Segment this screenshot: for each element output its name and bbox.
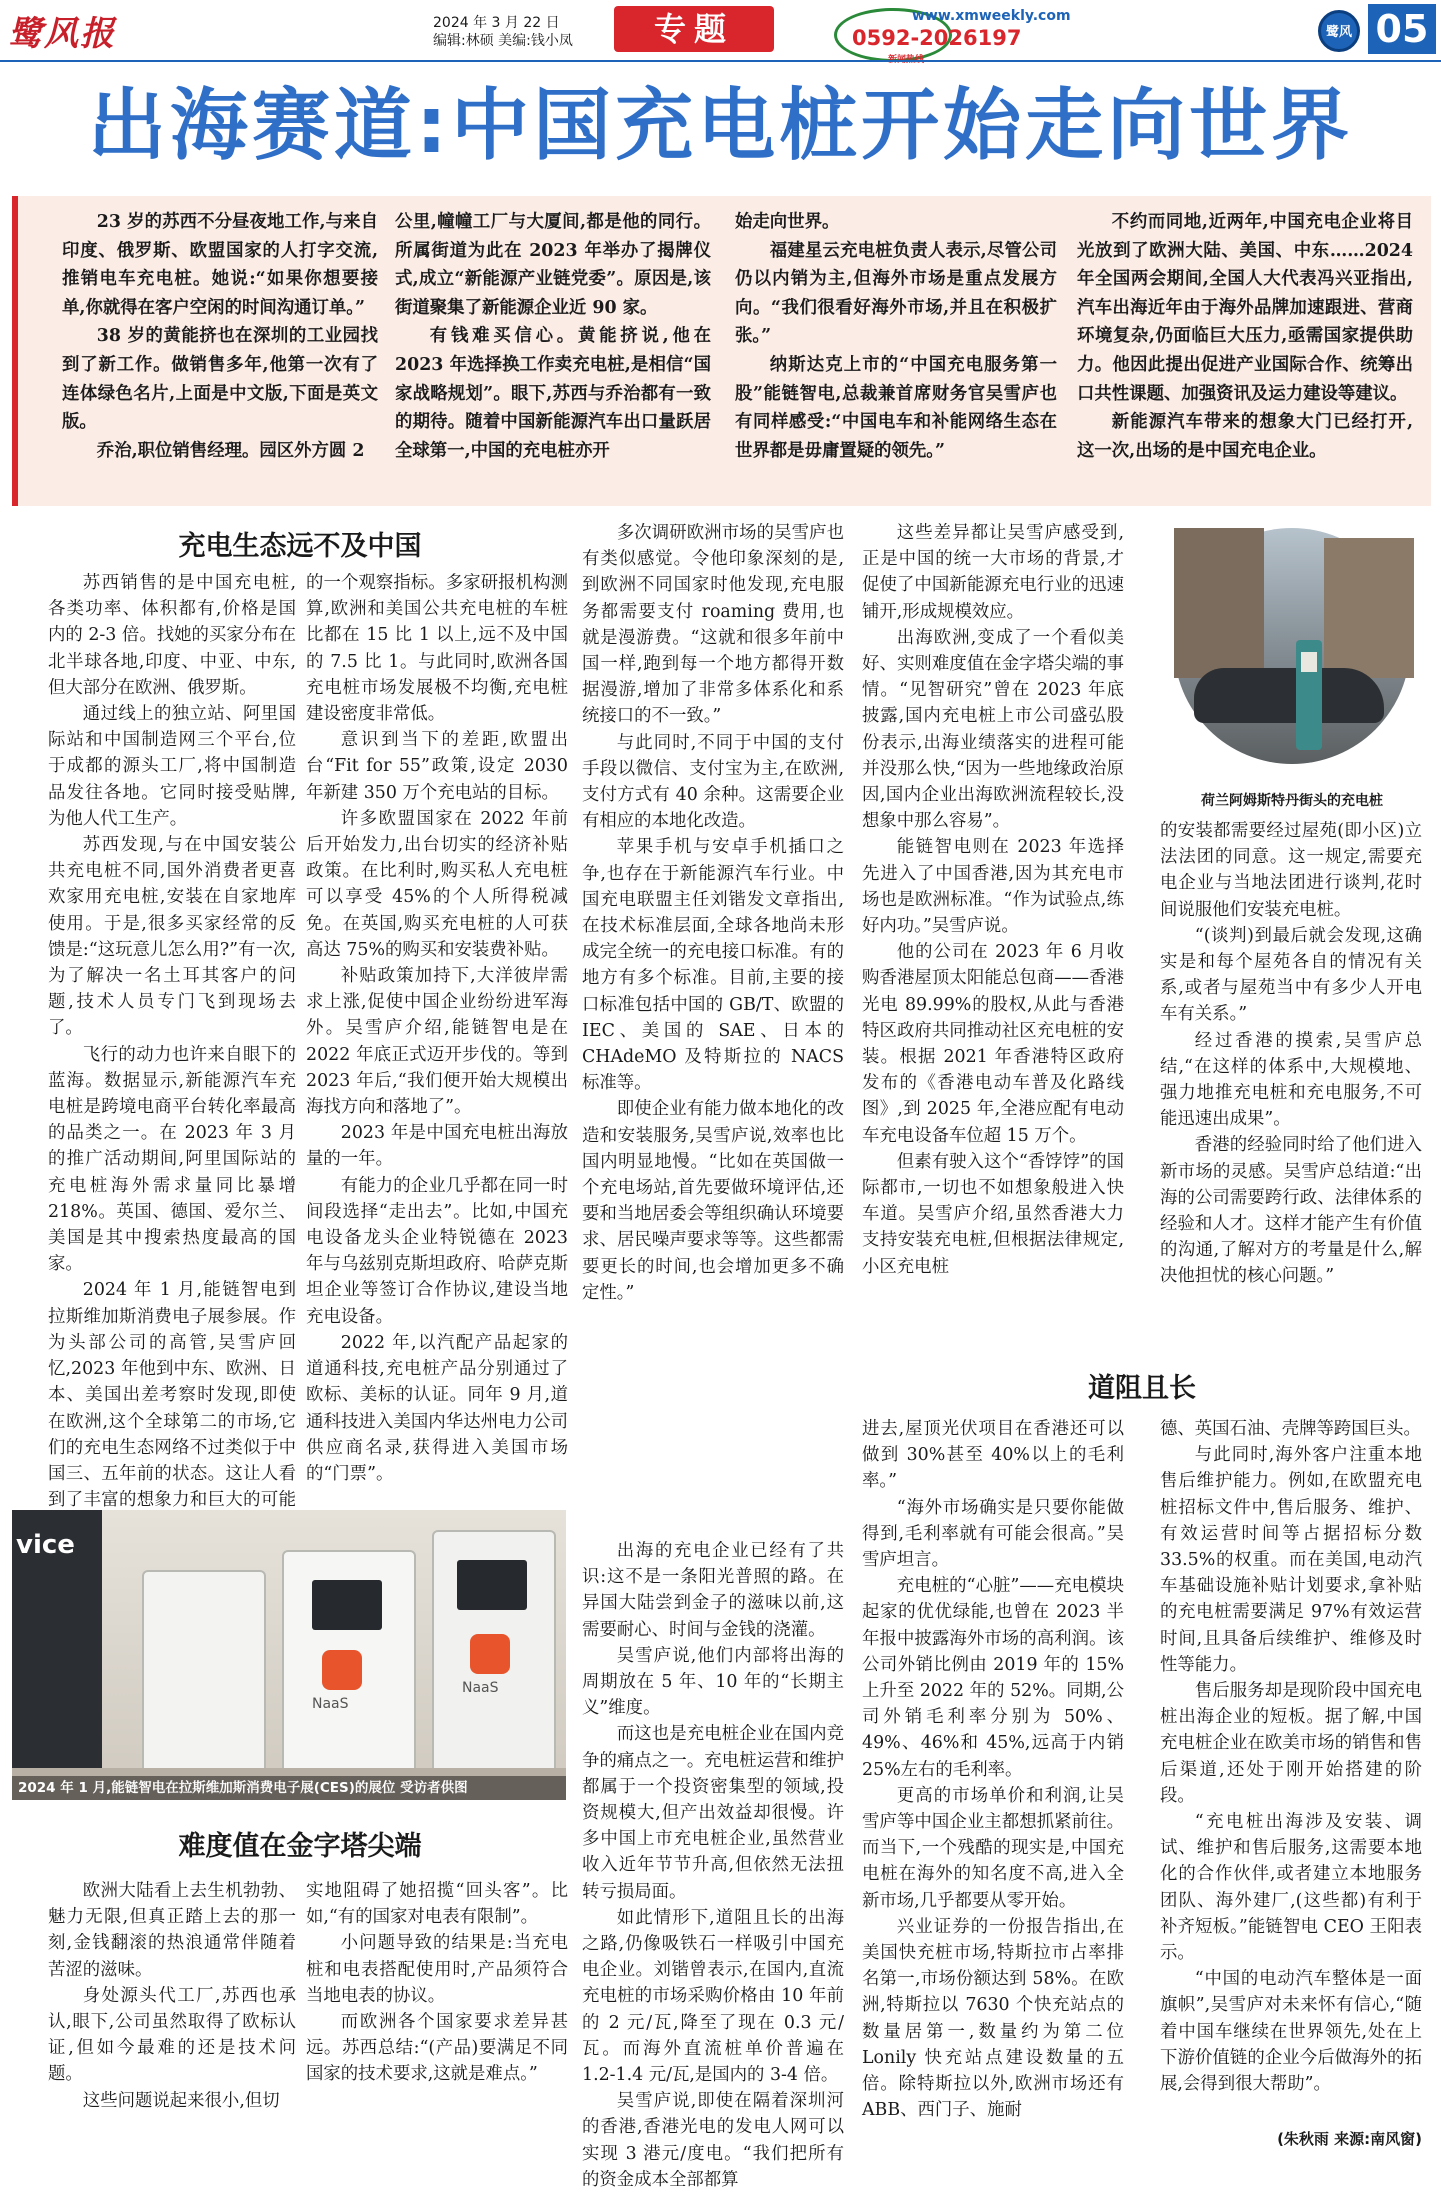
- lead-column-4: [1077, 208, 1413, 498]
- article-column: [582, 1538, 844, 2190]
- article-column: [1160, 1416, 1422, 2122]
- lead-paragraph: 23 岁的苏西不分昼夜地工作,与来自印度、俄罗斯、欧盟国家的人打字交流,推销电车充电桩。她说:“如果你想要接单,你就得在客户空闲的时间沟通订单。”: [62, 212, 378, 318]
- paragraph: 吴雪庐说,即使在隔着深圳河的香港,香港光电的发电人网可以实现 3 港元/度电。“我们把所有的资金成本全部都算: [582, 2091, 844, 2190]
- paragraph: 飞行的动力也许来自眼下的蓝海。数据显示,新能源汽车充电桩是跨境电商平台转化率最高的品类之一。在 2023 年 3 月的推广活动期间,阿里国际站的充电桩海外需求量同比暴增 218%。英国、德国、爱尔兰、美国是其中搜索热度最高的国家。: [48, 1044, 296, 1275]
- paragraph: 如此情形下,道阻且长的出海之路,仍像吸铁石一样吸引中国充电企业。刘锴曾表示,在国内,直流充电桩的市场采购价格由 10 年前的 2 元/瓦,降至了现在 0.3 元/瓦。而海外直流桩单价普遍在 1.2-1.4 元/瓦,是国内的 3-4 倍。: [582, 1907, 844, 2086]
- paragraph: 经过香港的摸索,吴雪庐总结,“在这样的体系中,大规模地、强力地推充电桩和充电服务,不可能迅速出成果”。: [1160, 1030, 1422, 1130]
- paragraph: 即使企业有能力做本地化的改造和安装服务,吴雪庐说,效率也比国内明显地慢。“比如在英国做一个充电场站,首先要做环境评估,还要和当地居委会等组织确认环境要求、居民噪声要求等等。这些都需要更长的时间,也会增加更多不确定性。”: [582, 1099, 844, 1303]
- lead-paragraph: 有钱难买信心。黄能挤说,他在 2023 年选择换工作卖充电桩,是相信“国家战略规划”。眼下,苏西与乔治都有一致的期待。随着中国新能源汽车出口量跃居全球第一,中国的充电桩亦开: [395, 326, 711, 461]
- paragraph: “中国的电动汽车整体是一面旗帜”,吴雪庐对未来怀有信心,“随着中国车继续在世界领先,处在上下游价值链的企业今后做海外的拓展,会得到很大帮助”。: [1160, 1969, 1422, 2095]
- section-label-text: 专题: [653, 10, 734, 48]
- charger-screen: [312, 1580, 382, 1630]
- paragraph: 2024 年 1 月,能链智电到拉斯维加斯消费电子展参展。作为头部公司的高管,吴雪庐回忆,2023 年他到中东、欧洲、日本、美国出差考察时发现,即使在欧洲,这个全球第二的市场,它们的充电生态网络不过类似于中国三、五年前的状态。这让人看到了丰富的想象力和巨大的可能: [48, 1280, 296, 1511]
- paragraph: 2023 年是中国充电桩出海放量的一年。: [306, 1123, 568, 1170]
- naas-logo-icon: [470, 1634, 510, 1674]
- page-number: 05: [1368, 4, 1436, 54]
- headline: 出海赛道:中国充电桩开始走向世界: [87, 81, 1354, 171]
- naas-brand-text: NaaS: [462, 1680, 499, 1696]
- article-column: [306, 1878, 568, 2158]
- masthead-rule: [0, 60, 1441, 62]
- paragraph: 欧洲大陆看上去生机勃勃、魅力无限,但真正踏上去的那一刻,金钱翻滚的热浪通常伴随着苦涩的滋味。: [48, 1881, 296, 1980]
- paragraph: 充电桩的“心脏”——充电模块起家的优优绿能,也曾在 2023 半年报中披露海外市场的高利润。该公司外销比例由 2019 年的 15%上升至 2022 年的 52%。同期,公司外销毛利率分别为 50%、49%、46%和 45%,远高于内销 25%左右的毛利率。: [862, 1576, 1124, 1780]
- paragraph: 的一个观察指标。多家研报机构测算,欧洲和美国公共充电桩的车桩比都在 15 比 1 以上,远不及中国的 7.5 比 1。与此同时,欧洲各国充电桩市场发展极不均衡,充电桩建设密度非常低。: [306, 573, 568, 725]
- paragraph: 补贴政策加持下,大洋彼岸需求上涨,促使中国企业纷纷进军海外。吴雪庐介绍,能链智电是在 2022 年底正式迈开步伐的。等到 2023 年后,“我们便开始大规模出海找方向和落地了”。: [306, 966, 568, 1118]
- hotline-number: 0592-2026197: [852, 26, 1022, 50]
- article-column: [48, 1878, 296, 2158]
- paragraph: 苏西销售的是中国充电桩,各类功率、体积都有,价格是国内的 2-3 倍。找她的买家分布在北半球各地,印度、中亚、中东,但大部分在欧洲、俄罗斯。: [48, 573, 296, 698]
- section-title: 充电生态远不及中国: [178, 531, 422, 562]
- charger-cabinet: [142, 1570, 266, 1774]
- lead-paragraph: 不约而同地,近两年,中国充电企业将目光放到了欧洲大陆、美国、中东……2024 年全国两会期间,全国人大代表冯兴亚指出,汽车出海近年由于海外品牌加速跟进、营商环境复杂,仍面临巨大压力,亟需国家提供助力。他因此提出促进产业国际合作、统筹出口共性课题、加强资讯及运力建设等建议。: [1077, 212, 1413, 404]
- paragraph: 而这也是充电桩企业在国内竞争的痛点之一。充电桩运营和维护都属于一个投资密集型的领域,投资规模大,但产出效益却很慢。许多中国上市充电桩企业,虽然营业收入近年节节升高,但依然无法扭转亏损局面。: [582, 1724, 844, 1902]
- paragraph: 但素有驶入这个“香饽饽”的国际都市,一切也不如想象般进入快车道。吴雪庐介绍,虽然香港大力支持安装充电桩,但根据法律规定,小区充电桩: [862, 1151, 1124, 1277]
- lead-column-2: [395, 208, 711, 498]
- newspaper-logo: 鹭风报: [8, 14, 116, 54]
- article-column: [582, 520, 844, 1520]
- naas-brand-text: NaaS: [312, 1696, 349, 1712]
- photo-caption: 荷兰阿姆斯特丹街头的充电桩: [1201, 793, 1383, 809]
- charger-screen: [1301, 652, 1317, 672]
- paragraph: 身处源头代工厂,苏西也承认,眼下,公司虽然取得了欧标认证,但如今最难的还是技术问题。: [48, 1985, 296, 2085]
- paragraph: 意识到当下的差距,欧盟出台“Fit for 55”政策,设定 2030 年新建 350 万个充电站的目标。: [306, 730, 568, 803]
- lead-paragraph: 乔治,职位销售经理。园区外方圆 2: [96, 440, 365, 461]
- photo-caption: 2024 年 1 月,能链智电在拉斯维加斯消费电子展(CES)的展位 受访者供图: [12, 1776, 566, 1800]
- article-column: [306, 570, 568, 1560]
- paragraph: “充电桩出海涉及安装、调试、维护和售后服务,这需要本地化的合作伙伴,或者建立本地服务团队、海外建厂,(这些都)有利于补齐短板。”能链智电 CEO 王阳表示。: [1160, 1812, 1422, 1964]
- paragraph: 通过线上的独立站、阿里国际站和中国制造网三个平台,位于成都的源头工厂,将中国制造品发往各地。它同时接受贴牌,为他人代工生产。: [48, 704, 296, 829]
- paragraph: 小问题导致的结果是:当充电桩和电表搭配使用时,产品须符合当地电表的协议。: [306, 1933, 568, 2006]
- paragraph: 兴业证券的一份报告指出,在美国快充桩市场,特斯拉市占率排名第一,市场份额达到 58%。在欧洲,特斯拉以 7630 个快充站点的数量居第一,数量约为第二位 Lonily 快充站点建设数量的五倍。除特斯拉以外,欧洲市场还有 ABB、西门子、施耐: [862, 1916, 1124, 2121]
- charging-station-photo: [1174, 528, 1410, 764]
- seal-text: 鹭风: [1325, 25, 1352, 40]
- lead-column-3: [735, 208, 1057, 498]
- lead-paragraph: 新能源汽车带来的想象大门已经打开,这一次,出场的是中国充电企业。: [1077, 412, 1413, 461]
- paragraph: 许多欧盟国家在 2022 年前后开始发力,出台切实的经济补贴政策。在比利时,购买私人充电桩可以享受 45%的个人所得税减免。在英国,购买充电桩的人可获高达 75%的购买和安装费补贴。: [306, 808, 568, 960]
- paragraph: “海外市场确实是只要你能做得到,毛利率就有可能会很高。”吴雪庐坦言。: [862, 1497, 1124, 1571]
- issue-date: 2024 年 3 月 22 日: [433, 15, 560, 31]
- paragraph: 更高的市场单价和利润,让吴雪庐等中国企业主都想抓紧前往。而当下,一个残酷的现实是,中国充电桩在海外的知名度不高,进入全新市场,几乎都要从零开始。: [862, 1785, 1124, 1911]
- lead-paragraph: 38 岁的黄能挤也在深圳的工业园找到了新工作。做销售多年,他第一次有了连体绿色名片,上面是中文版,下面是英文版。: [62, 326, 378, 433]
- lead-paragraph: 公里,幢幢工厂与大厦间,都是他的同行。所属街道为此在 2023 年举办了揭牌仪式,成立“新能源产业链党委”。原因是,该街道聚集了新能源企业近 90 家。: [395, 212, 711, 318]
- paragraph: 与此同时,海外客户注重本地售后维护能力。例如,在欧盟充电桩招标文件中,售后服务、维护、有效运营时间等占据招标分数 33.5%的权重。而在美国,电动汽车基础设施补贴计划要求,拿补贴的充电桩需要满足 97%有效运营时间,且具备后续维护、维修及时性等能力。: [1160, 1445, 1422, 1675]
- paragraph: 而欧洲各个国家要求差异甚远。苏西总结:“(产品)要满足不同国家的技术要求,这就是难点。”: [306, 2012, 568, 2085]
- paragraph: 有能力的企业几乎都在同一时间段选择“走出去”。比如,中国充电设备龙头企业特锐德在 2023 年与乌兹别克斯坦政府、哈萨克斯坦企业等签订合作协议,建设当地充电设备。: [306, 1175, 568, 1327]
- paragraph: 实地阻碍了她招揽“回头客”。比如,“有的国家对电表有限制”。: [306, 1881, 568, 1928]
- paragraph: 售后服务却是现阶段中国充电桩出海企业的短板。据了解,中国充电桩企业在欧美市场的销售和售后渠道,还处于刚开始搭建的阶段。: [1160, 1681, 1422, 1806]
- masthead: [0, 0, 1441, 70]
- paragraph: 吴雪庐说,他们内部将出海的周期放在 5 年、10 年的“长期主义”维度。: [582, 1645, 844, 1719]
- charger-screen: [457, 1560, 527, 1610]
- paragraph: 的安装都需要经过屋苑(即小区)立法法团的同意。这一规定,需要充电企业与当地法团进行谈判,花时间说服他们安装充电桩。: [1160, 821, 1422, 920]
- article-column: [862, 520, 1124, 1360]
- ces-booth-photo: [12, 1510, 566, 1800]
- article-column: [1160, 818, 1422, 1348]
- paragraph: 2022 年,以汽配产品起家的道通科技,充电桩产品分别通过了欧标、美标的认证。同年 9 月,道通科技进入美国内华达州电力公司供应商名录,获得进入美国市场的“门票”。: [306, 1332, 568, 1484]
- paragraph: 出海欧洲,变成了一个看似美好、实则难度值在金字塔尖端的事情。“见智研究”曾在 2023 年底披露,国内充电桩上市公司盛弘股份表示,出海业绩落实的进程可能并没那么快,“因为一些地缘政治原因,国内企业出海欧洲流程较长,没想象中那么容易”。: [862, 627, 1124, 832]
- paragraph: 香港的经验同时给了他们进入新市场的灵感。吴雪庐总结道:“出海的公司需要跨行政、法律体系的经验和人才。这样才能产生有价值的沟通,了解对方的考量是什么,解决他担忧的核心问题。”: [1160, 1135, 1422, 1287]
- building-shape: [1324, 538, 1414, 678]
- website-url: www.xmweekly.com: [912, 8, 1071, 24]
- paragraph: 进去,屋顶光伏项目在香港还可以做到 30%甚至 40%以上的毛利率。”: [862, 1419, 1124, 1492]
- lead-column-1: [62, 208, 378, 498]
- editor-credit: 编辑:林硕 美编:钱小凤: [433, 33, 573, 49]
- naas-logo-icon: [322, 1650, 362, 1690]
- paragraph: 苏西发现,与在中国安装公共充电桩不同,国外消费者更喜欢家用充电桩,安装在自家地库使用。于是,很多买家经常的反馈是:“这玩意儿怎么用?”有一次,为了解决一名土耳其客户的问题,技术人员专门飞到现场去了。: [48, 835, 296, 1039]
- paragraph: “(谈判)到最后就会发现,这确实是和每个屋苑各自的情况有关系,或者与屋苑当中有多少人开电车有关系。”: [1160, 925, 1422, 1025]
- paragraph: 能链智电则在 2023 年选择先进入了中国香港,因为其充电市场也是欧洲标准。“作为试验点,练好内功。”吴雪庐说。: [862, 837, 1124, 937]
- paragraph: 多次调研欧洲市场的吴雪庐也有类似感觉。令他印象深刻的是,到欧洲不同国家时他发现,充电服务都需要支付 roaming 费用,也就是漫游费。“这就和很多年前中国一样,跑到每一个地方都得开数据漫游,增加了非常多体系化和系统接口的不一致。”: [582, 523, 844, 727]
- lead-paragraph: 纳斯达克上市的“中国充电服务第一股”能链智电,总裁兼首席财务官吴雪庐也有同样感受:“中国电车和补能网络生态在世界都是毋庸置疑的领先。”: [735, 354, 1057, 461]
- section-title: 难度值在金字塔尖端: [178, 1831, 422, 1862]
- paragraph: 出海的充电企业已经有了共识:这不是一条阳光普照的路。在异国大陆尝到金子的滋味以前,这需要耐心、时间与金钱的浇灌。: [582, 1541, 844, 1640]
- paragraph: 与此同时,不同于中国的支付手段以微信、支付宝为主,在欧洲,支付方式有 40 余种。这需要企业有相应的本地化改造。: [582, 732, 844, 832]
- article-column: [862, 1416, 1124, 2150]
- lead-paragraph: 福建星云充电桩负责人表示,尽管公司仍以内销为主,但海外市场是重点发展方向。“我们很看好海外市场,并且在积极扩张。”: [735, 240, 1057, 347]
- article-column: [48, 570, 296, 1560]
- wall-text: vice: [16, 1530, 75, 1560]
- paragraph: 他的公司在 2023 年 6 月收购香港屋顶太阳能总包商——香港光电 89.99%的股权,从此与香港特区政府共同推动社区充电桩的安装。根据 2021 年香港特区政府发布的《香港电动车普及化路线图》,到 2025 年,全港应配有电动车充电设备车位超 15 万个。: [862, 942, 1124, 1146]
- section-title: 道阻且长: [1088, 1373, 1196, 1404]
- paragraph: 德、英国石油、壳牌等跨国巨头。: [1160, 1419, 1421, 1439]
- paragraph: 苹果手机与安卓手机插口之争,也存在于新能源汽车行业。中国充电联盟主任刘锴发文章指出,在技术标准层面,全球各地尚未形成完全统一的充电接口标准。有的地方有多个标准。目前,主要的接口标准包括中国的 GB/T、欧盟的 IEC、美国的 SAE、日本的 CHAdeMO 及特斯拉的 NACS 标准等。: [582, 837, 844, 1094]
- paragraph: 这些问题说起来很小,但切: [82, 2090, 280, 2111]
- hotline-label: [888, 52, 924, 65]
- car-shape: [1194, 668, 1384, 723]
- byline: (朱秋雨 来源:南风窗): [1277, 2130, 1422, 2148]
- paragraph: 这些差异都让吴雪庐感受到,正是中国的统一大市场的背景,才促使了中国新能源充电行业的迅速铺开,形成规模效应。: [862, 523, 1124, 622]
- building-shape: [1174, 528, 1264, 678]
- lead-paragraph: 始走向世界。: [735, 212, 840, 232]
